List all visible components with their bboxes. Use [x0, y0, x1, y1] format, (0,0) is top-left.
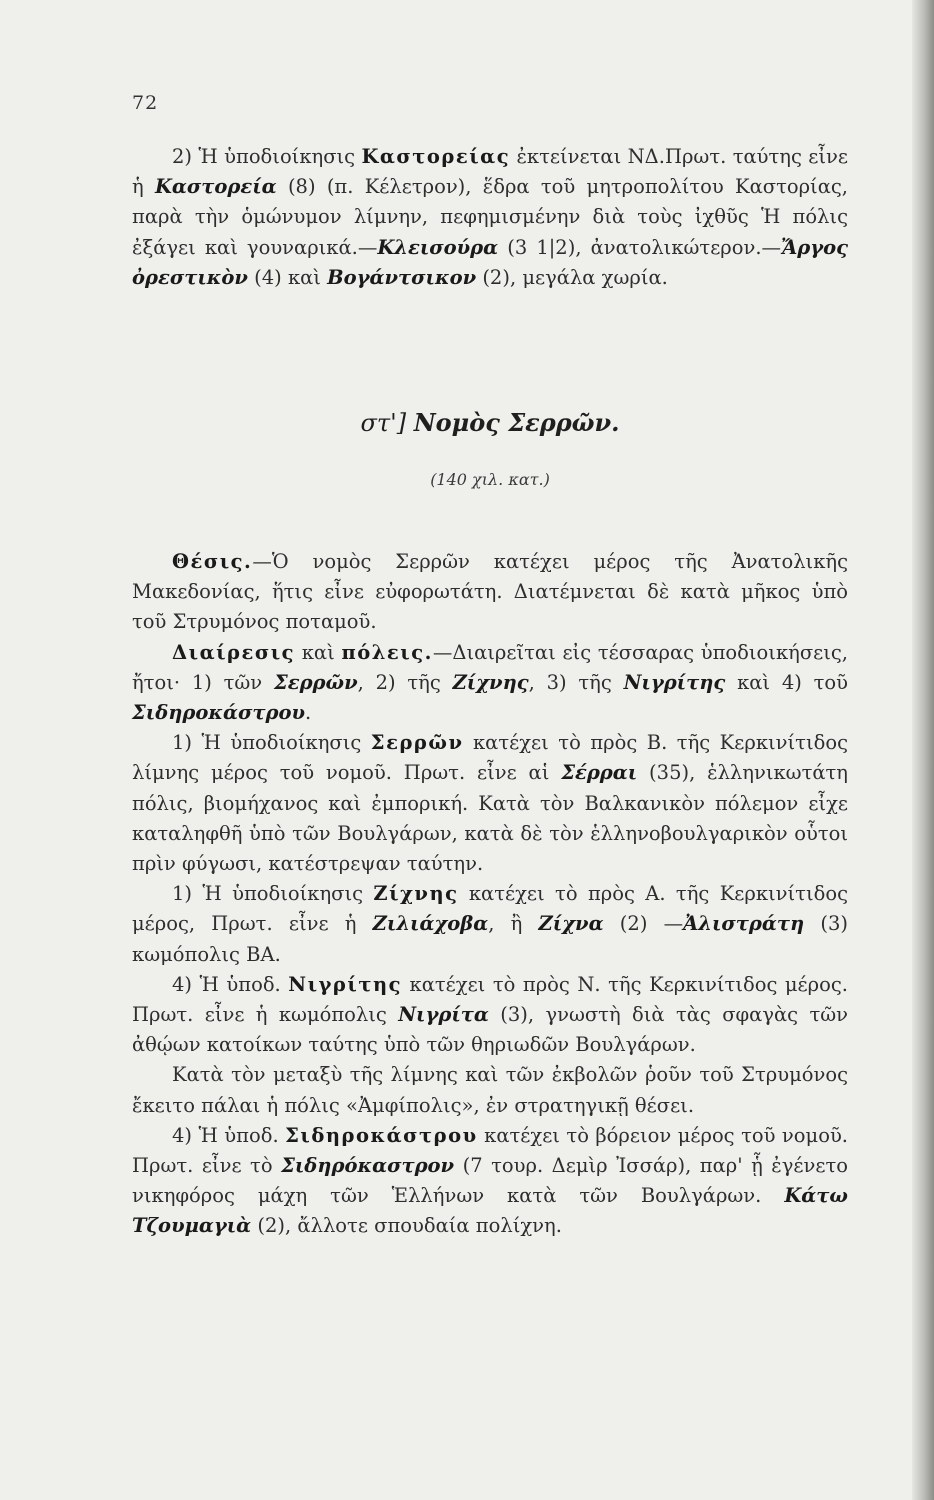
paragraph-nigrita: 4) Ἡ ὑποδ. Νιγρίτης κατέχει τὸ πρὸς Ν. τῆς Κερκινίτιδος μέρος. Πρωτ. εἶνε ἡ κωμόπολις Νιγρίτα (3), γνωστὴ διὰ τὰς σφαγὰς τῶν ἀθῴων κατοίκων ταύτης ὑπὸ τῶν θηριωδῶν Βουλγάρων. [132, 972, 848, 1057]
page-edge-shadow [912, 0, 934, 1500]
section-title: Νομὸς Σερρῶν. [413, 408, 620, 437]
paragraph-zichni: 1) Ἡ ὑποδιοίκησις Ζίχνης κατέχει τὸ πρὸς Α. τῆς Κερκινίτιδος μέρος, Πρωτ. εἶνε ἡ Ζιλιάχοβα, ἢ Ζίχνα (2) —Ἀλιστράτη (3) κωμόπολις ΒΑ. [132, 882, 848, 966]
paragraph-kastoria: 2) Ἡ ὑποδιοίκησις Καστορείας ἐκτείνεται ΝΔ.Πρωτ. ταύτης εἶνε ἡ Καστορεία (8) (π. Κέλετρον), ἕδρα τοῦ μητροπολίτου Καστορίας, παρὰ τὴν ὁμώνυμον λίμνην, πεφημισμένην διὰ τοὺς ἰχθῦς Ἡ πόλις ἐξάγει καὶ γουναρικά.—Κλεισούρα (3 1|2), ἀνατολικώτερον.—Ἄργος ὀρεστικὸν (4) καὶ Βογάντσικον (2), μεγάλα χωρία. [132, 145, 848, 289]
paragraph-amphipolis: Κατὰ τὸν μεταξὺ τῆς λίμνης καὶ τῶν ἐκβολῶν ῥοῦν τοῦ Στρυμόνος ἔκειτο πάλαι ἡ πόλις «Ἀμφίπολις», ἐν στρατηγικῇ θέσει. [132, 1063, 848, 1117]
page-number: 72 [132, 92, 159, 114]
body-text [132, 547, 848, 1242]
paragraph-sidirokastro: 4) Ἡ ὑποδ. Σιδηροκάστρου κατέχει τὸ βόρειον μέρος τοῦ νομοῦ. Πρωτ. εἶνε τὸ Σιδηρόκαστρον (7 τουρ. Δεμὶρ Ἰσσάρ), παρ' ᾗ ἐγένετο νικηφόρος μάχη τῶν Ἑλλήνων κατὰ τῶν Βουλγάρων. Κάτω Τζουμαγιὰ (2), ἄλλοτε σπουδαία πολίχνη. [132, 1123, 848, 1238]
paragraph-thesis: Θέσις.—Ὁ νομὸς Σερρῶν κατέχει μέρος τῆς Ἀνατολικῆς Μακεδονίας, ἥτις εἶνε εὐφορωτάτη. Διατέμνεται δὲ κατὰ μῆκος ὑπὸ τοῦ Στρυμόνος ποταμοῦ. [132, 550, 848, 634]
section-subtitle: (140 χιλ. κατ.) [430, 470, 550, 489]
section-heading [132, 408, 848, 437]
paragraph-division: Διαίρεσις καὶ πόλεις.—Διαιρεῖται εἰς τέσσαρας ὑποδιοικήσεις, ἤτοι· 1) τῶν Σερρῶν, 2) τῆς Ζίχνης, 3) τῆς Νιγρίτης καὶ 4) τοῦ Σιδηροκάστρου. [132, 640, 849, 725]
section-marker: στ'] [360, 409, 414, 437]
paragraph-serres: 1) Ἡ ὑποδιοίκησις Σερρῶν κατέχει τὸ πρὸς Β. τῆς Κερκινίτιδος λίμνης μέρος τοῦ νομοῦ. Πρωτ. εἶνε αἱ Σέρραι (35), ἑλληνικωτάτη πόλις, βιομήχανος καὶ ἐμπορική. Κατὰ τὸν Βαλκανικὸν πόλεμον εἶχε καταληφθῆ ὑπὸ τῶν Βουλγάρων, κατὰ δὲ τὸν ἑλληνοβουλγαρικὸν οὗτοι πρὶν φύγωσι, κατέστρεψαν ταύτην. [132, 731, 848, 876]
